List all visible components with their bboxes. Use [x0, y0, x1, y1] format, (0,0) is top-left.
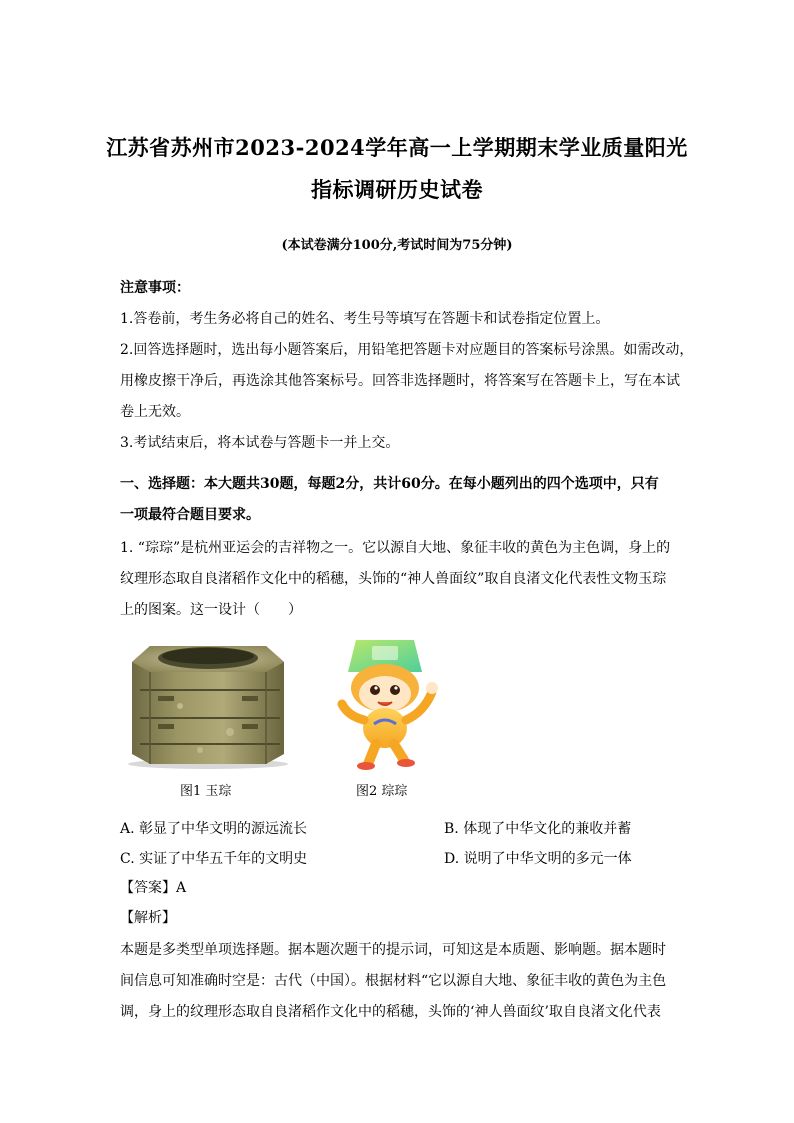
section-heading-line2: 一项最符合题目要求。 — [120, 507, 260, 523]
question-stem-line: 1. “琮琮”是杭州亚运会的吉祥物之一。它以源自大地、象征丰收的黄色为主色调，身上的 — [120, 540, 671, 556]
figure2-caption: 图2 琮琮 — [356, 784, 408, 799]
question-stem-line: 上的图案。这一设计（ ） — [120, 602, 302, 618]
analysis-line: 本题是多类型单项选择题。据本题次题干的提示词，可知这是本质题、影响题。据本题时 — [120, 942, 666, 958]
notice-heading: 注意事项： — [120, 280, 190, 296]
jade-cong-image — [120, 632, 295, 770]
section-heading-line1: 一、选择题：本大题共30题，每题2分，共计60分。在每小题列出的四个选项中，只有 — [120, 476, 659, 492]
exam-subtitle: (本试卷满分100分,考试时间为75分钟) — [281, 238, 513, 253]
notice-line: 2.回答选择题时，选出每小题答案后，用铅笔把答题卡对应题目的答案标号涂黑。如需改动， — [120, 342, 694, 358]
figure1-caption: 图1 玉琮 — [180, 784, 232, 799]
notice-line: 卷上无效。 — [120, 404, 190, 420]
question-stem-line: 纹理形态取自良渚稻作文化中的稻穗，头饰的“神人兽面纹”取自良渚文化代表性文物玉琮 — [120, 571, 667, 587]
mascot-congcong-image — [328, 632, 443, 770]
notice-line: 1.答卷前，考生务必将自己的姓名、考生号等填写在答题卡和试卷指定位置上。 — [120, 311, 610, 327]
option-c: C. 实证了中华五千年的文明史 — [120, 851, 308, 867]
exam-title-line2: 指标调研历史试卷 — [311, 177, 483, 202]
exam-title-line1: 江苏省苏州市2023-2024学年高一上学期期末学业质量阳光 — [106, 135, 688, 160]
notice-line: 3.考试结束后，将本试卷与答题卡一并上交。 — [120, 435, 400, 451]
option-a: A. 彰显了中华文明的源远流长 — [120, 821, 308, 837]
option-b: B. 体现了中华文化的兼收并蓄 — [444, 821, 632, 837]
analysis-heading: 【解析】 — [120, 910, 176, 926]
notice-line: 用橡皮擦干净后，再选涂其他答案标号。回答非选择题时，将答案写在答题卡上，写在本试 — [120, 373, 680, 389]
analysis-line: 调，身上的纹理形态取自良渚稻作文化中的稻穗，头饰的‘神人兽面纹’取自良渚文化代表 — [120, 1004, 661, 1020]
analysis-line: 间信息可知准确时空是：古代（中国）。根据材料“它以源自大地、象征丰收的黄色为主色 — [120, 973, 667, 989]
option-d: D. 说明了中华文明的多元一体 — [444, 851, 632, 867]
answer-label: 【答案】A — [120, 880, 187, 896]
